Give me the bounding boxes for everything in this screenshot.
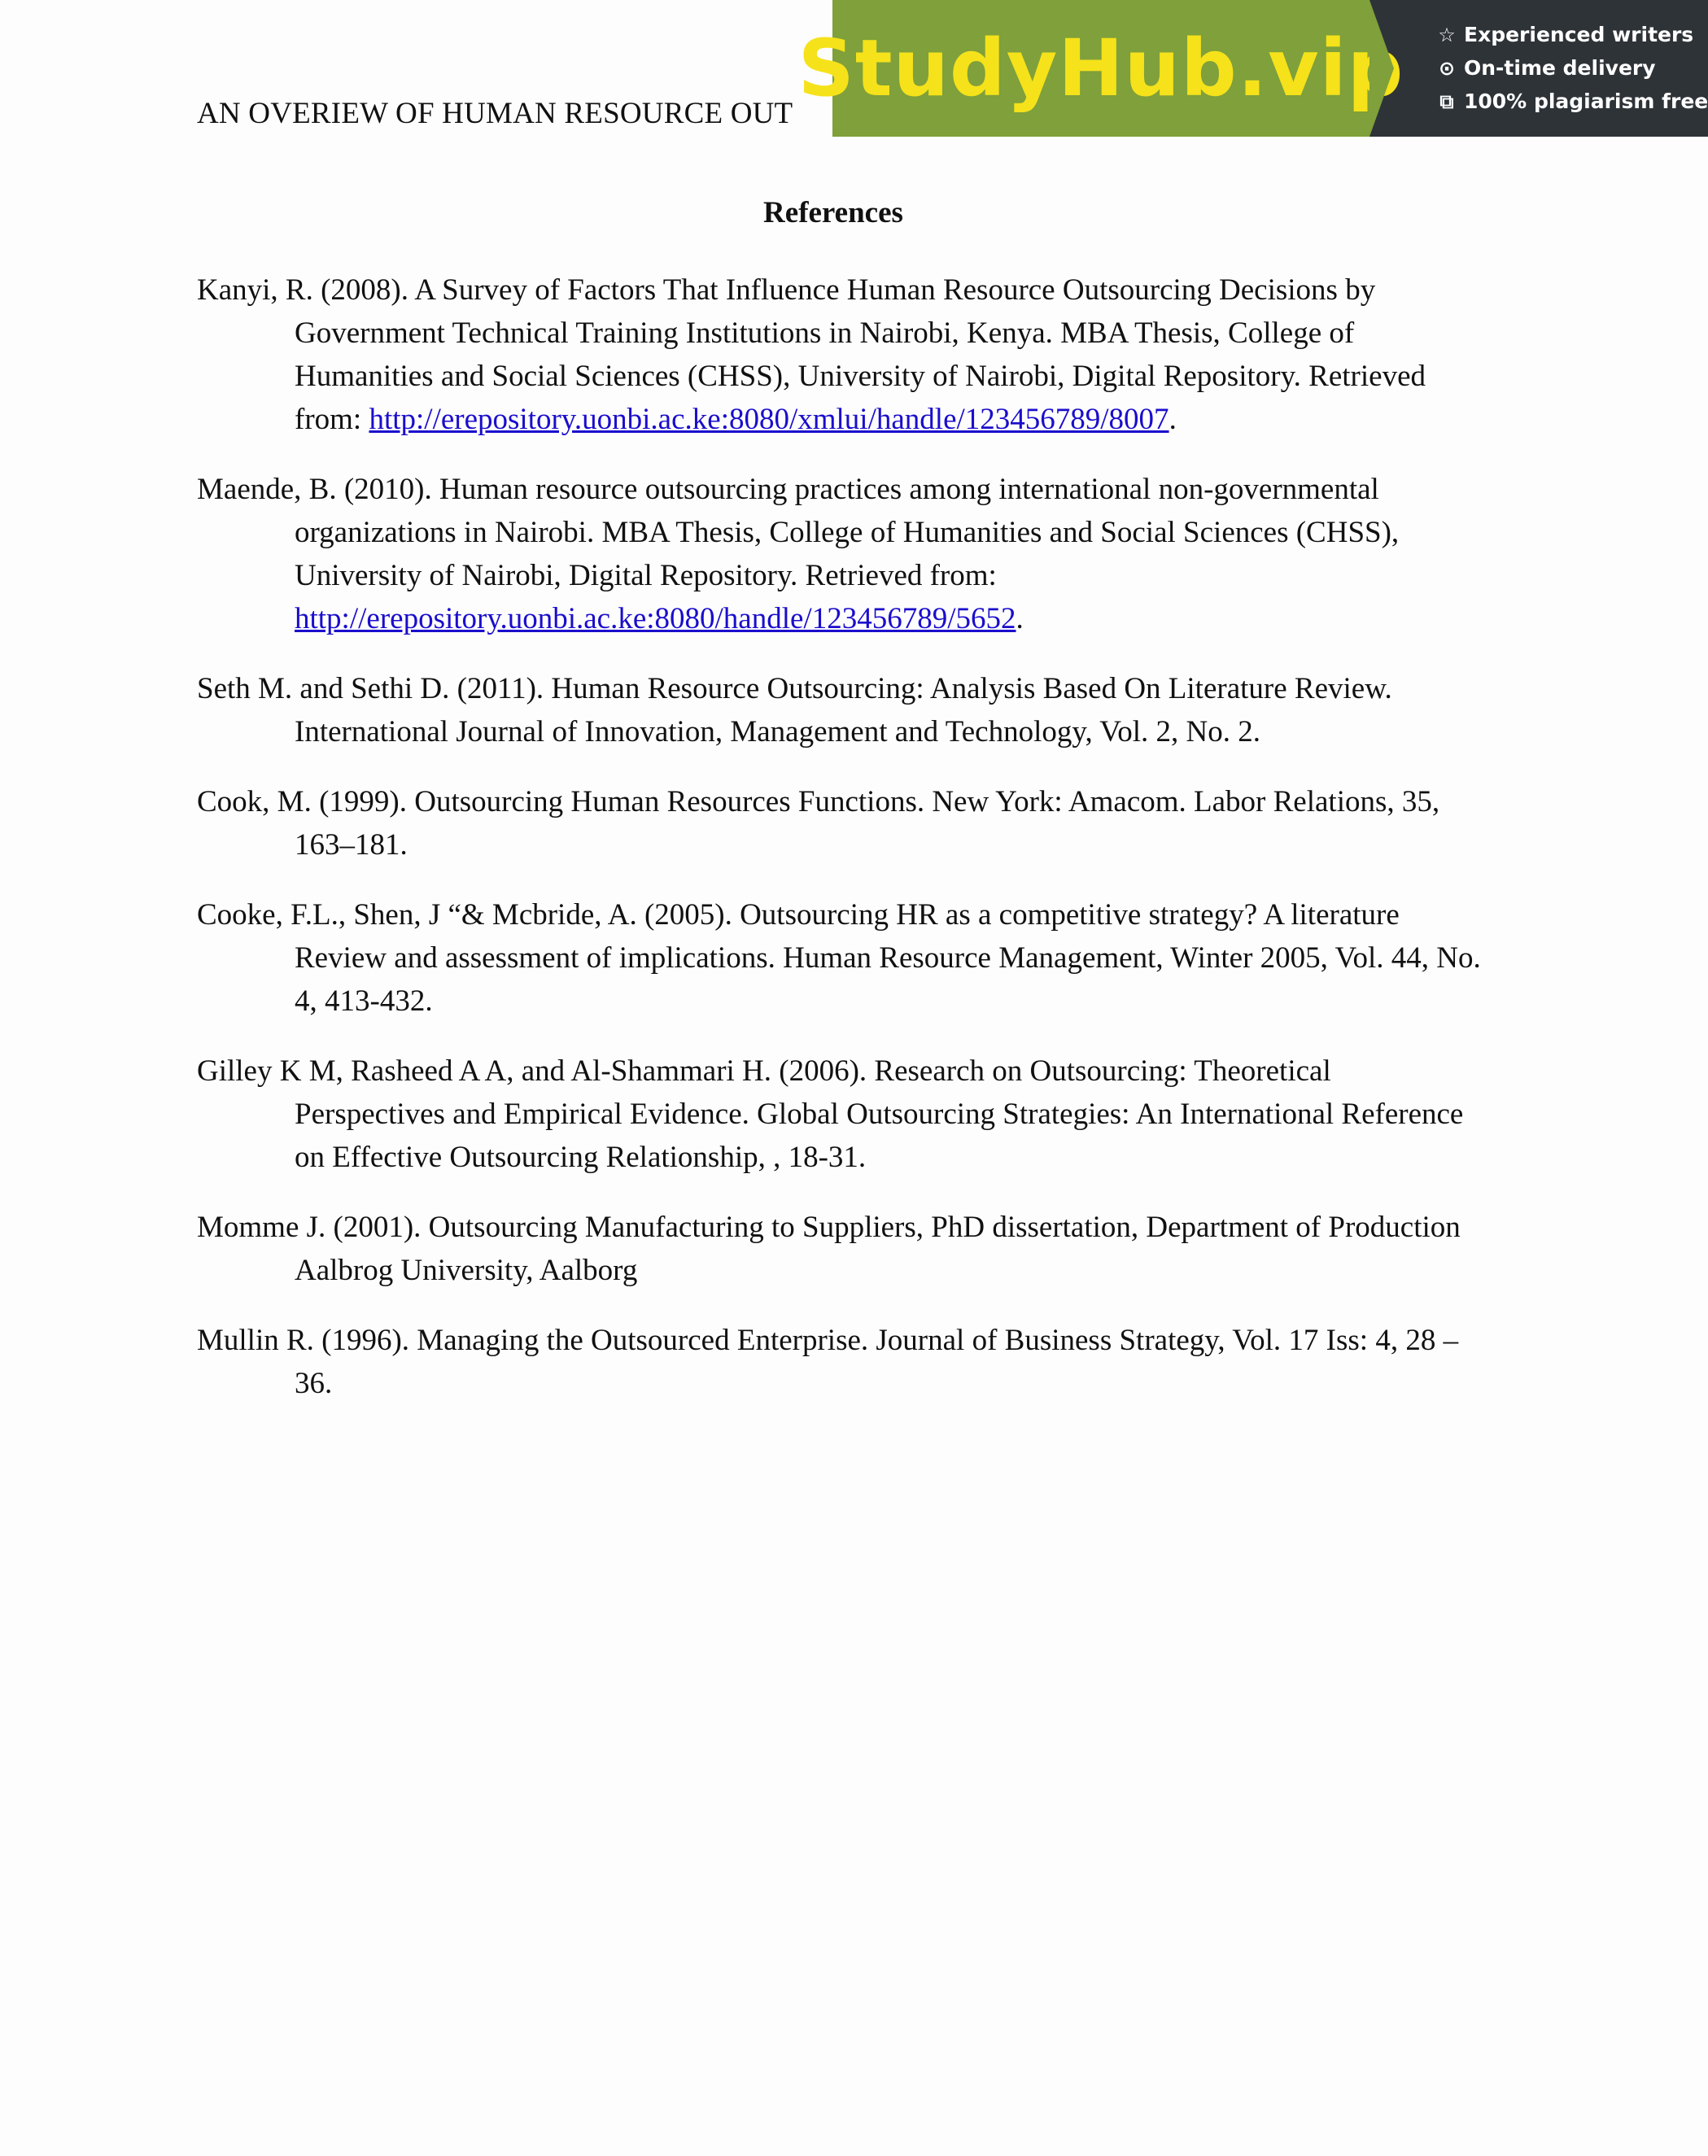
reference-item [197, 268, 1483, 441]
reference-link[interactable]: http://erepository.uonbi.ac.ke:8080/handle/123456789/5652 [295, 602, 1016, 635]
ad-logo-text: StudyHub.vip [797, 23, 1404, 114]
reference-trailing: . [1016, 602, 1024, 635]
ad-feature-label: Experienced writers [1464, 23, 1694, 46]
reference-text: Mullin R. (1996). Managing the Outsourced Enterprise. Journal of Business Strategy, Vol. 17 Iss: 4, 28 – 36. [197, 1324, 1459, 1400]
ad-banner[interactable] [797, 0, 1708, 137]
ad-features [1369, 0, 1708, 137]
reference-item [197, 1050, 1483, 1179]
star-icon: ☆ [1438, 23, 1456, 46]
ad-feature-on-time-delivery [1436, 51, 1708, 85]
references-heading: References [763, 196, 903, 229]
clock-icon: ⊙ [1438, 56, 1456, 80]
reference-item [197, 468, 1483, 640]
reference-text: Momme J. (2001). Outsourcing Manufacturing to Suppliers, PhD dissertation, Department of Production Aalbrog University, Aalborg [197, 1211, 1461, 1287]
reference-trailing: . [1169, 403, 1177, 436]
reference-text: Cook, M. (1999). Outsourcing Human Resources Functions. New York: Amacom. Labor Relations, 35, 163–181. [197, 785, 1440, 862]
reference-text: Kanyi, R. (2008). A Survey of Factors That Influence Human Resource Outsourcing Decisions by Government Technical Training Institutions in Nairobi, Kenya. MBA Thesis, College of Humanities and Social Sciences (CHSS), University of Nairobi, Digital Repository. Retrieved from: [197, 273, 1426, 436]
reference-list [197, 268, 1483, 1432]
reference-item [197, 667, 1483, 753]
reference-item [197, 780, 1483, 866]
ad-feature-label: 100% plagiarism free [1464, 89, 1708, 113]
reference-text: Seth M. and Sethi D. (2011). Human Resource Outsourcing: Analysis Based On Literature Review. International Journal of Innovation, Management and Technology, Vol. 2, No. 2. [197, 672, 1392, 748]
running-head: AN OVERIEW OF HUMAN RESOURCE OUT [197, 97, 793, 130]
copy-icon: ⧉ [1439, 89, 1454, 113]
reference-item [197, 1206, 1483, 1292]
ad-feature-plagiarism-free [1436, 85, 1708, 118]
reference-text: Cooke, F.L., Shen, J “& Mcbride, A. (2005). Outsourcing HR as a competitive strategy? A literature Review and assessment of implications. Human Resource Management, Winter 2005, Vol. 44, No. 4, 413-432. [197, 898, 1481, 1018]
reference-item [197, 893, 1483, 1023]
ad-feature-label: On-time delivery [1464, 56, 1656, 80]
reference-text: Maende, B. (2010). Human resource outsourcing practices among international non-governmental organizations in Nairobi. MBA Thesis, College of Humanities and Social Sciences (CHSS), University of Nairobi, Digital Repository. Retrieved from: [197, 473, 1400, 592]
ad-feature-experienced-writers [1436, 18, 1708, 51]
reference-text: Gilley K M, Rasheed A A, and Al-Shammari H. (2006). Research on Outsourcing: Theoretical Perspectives and Empirical Evidence. Global Outsourcing Strategies: An International Reference on Effective Outsourcing Relationship, , 18-31. [197, 1054, 1464, 1174]
ad-logo[interactable] [797, 0, 1404, 137]
reference-link[interactable]: http://erepository.uonbi.ac.ke:8080/xmlui/handle/123456789/8007 [369, 403, 1169, 436]
reference-item [197, 1319, 1483, 1405]
